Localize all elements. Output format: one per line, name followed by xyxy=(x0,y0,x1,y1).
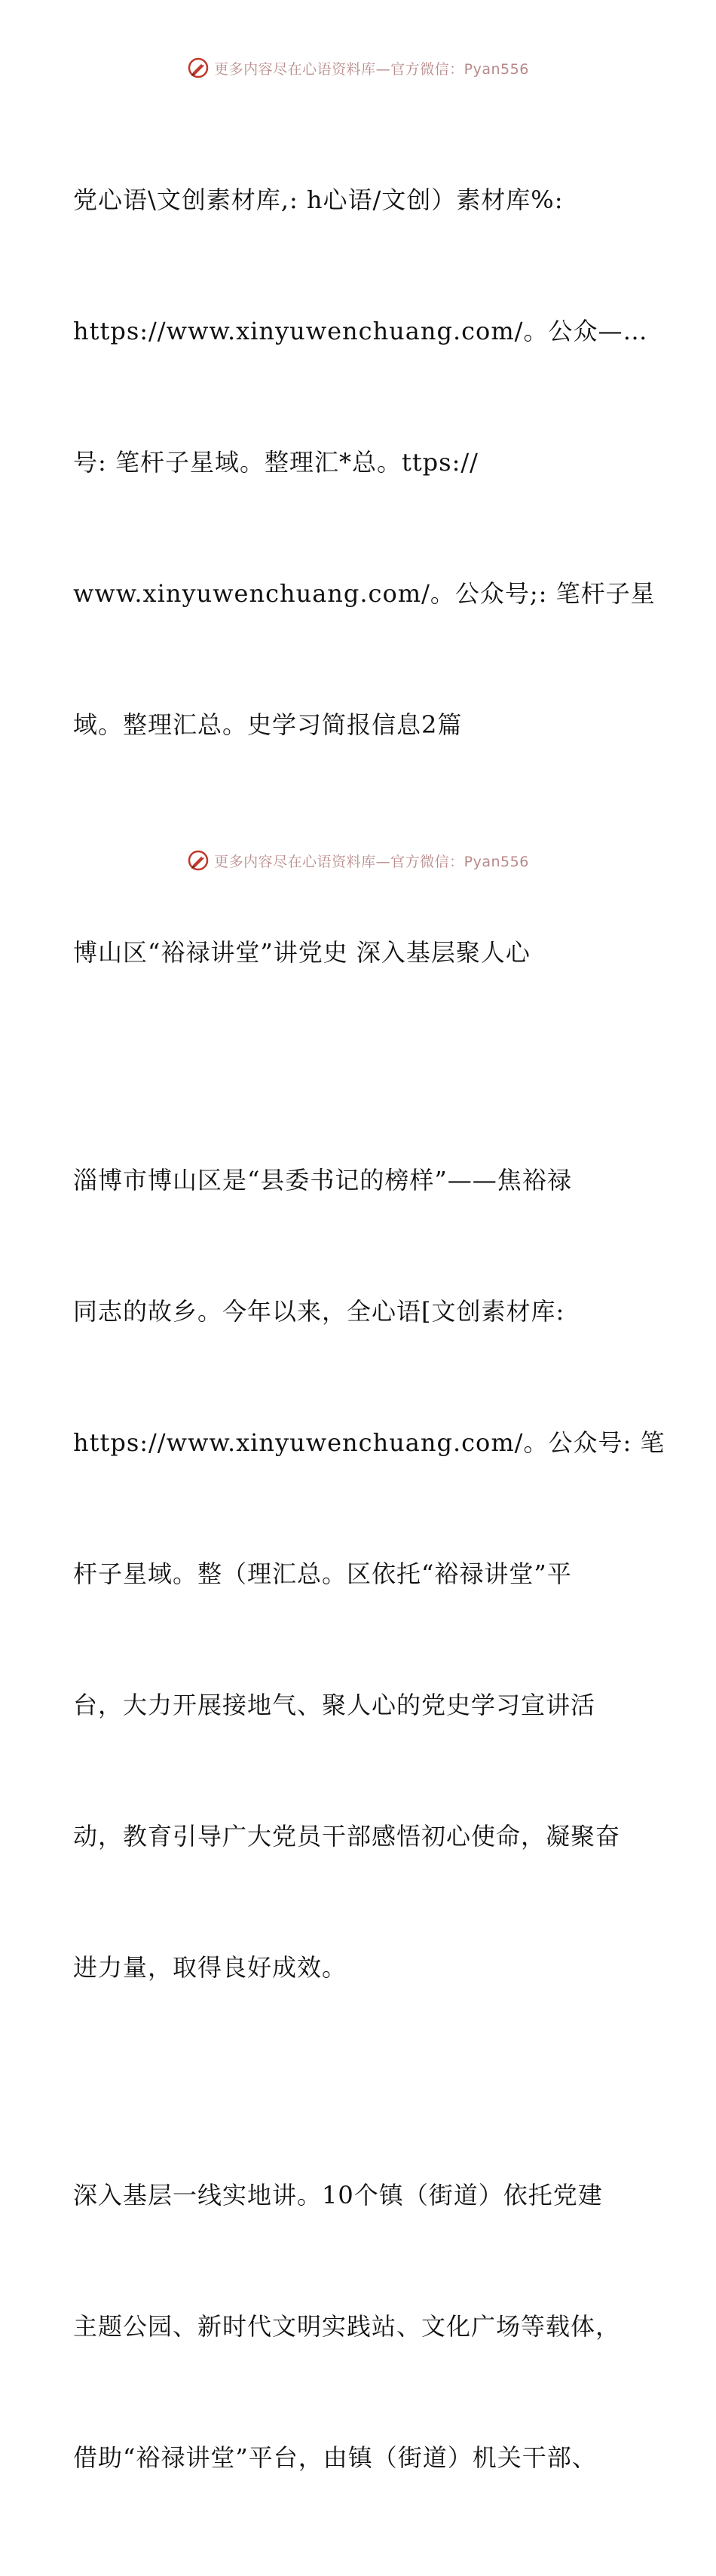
banner-text: 更多内容尽在心语资料库—官方微信：Pyan556 xyxy=(214,853,529,870)
paragraph-heading xyxy=(73,843,646,1062)
pen-logo-icon xyxy=(187,849,210,872)
banner-text: 更多内容尽在心语资料库—官方微信：Pyan556 xyxy=(214,60,529,78)
text-line: 杆子星域。整（理汇总。区依托“裕禄讲堂”平 xyxy=(73,1559,572,1588)
text-line: 主题公园、新时代文明实践站、文化广场等载体， xyxy=(73,2312,621,2341)
text-line: 深入基层一线实地讲。10个镇（街道）依托党建 xyxy=(73,2181,603,2210)
text-line: 台，大力开展接地气、聚人心的党史学习宣讲活 xyxy=(73,1691,596,1719)
text-line: 借助“裕禄讲堂”平台，由镇（街道）机关干部、 xyxy=(73,2443,597,2472)
text-line: https://www.xinyuwenchuang.com/。公众—… xyxy=(73,317,648,345)
paragraph-body-2 xyxy=(73,2086,646,2567)
text-line: 党心语\文创素材库,: h心语/文创）素材库%: xyxy=(73,186,564,214)
paragraph-intro xyxy=(73,90,656,834)
text-line: https://www.xinyuwenchuang.com/。公众号: 笔 xyxy=(73,1428,666,1457)
text-line: 淄博市博山区是“县委书记的榜样”——焦裕禄 xyxy=(73,1166,572,1194)
text-line: 博山区“裕禄讲堂”讲党史 深入基层聚人心 xyxy=(73,938,531,967)
document-body xyxy=(73,90,666,2576)
text-line: 同志的故乡。今年以来，全心语[文创素材库: xyxy=(73,1297,565,1326)
header-banner xyxy=(0,53,716,83)
text-line: www.xinyuwenchuang.com/。公众号;: 笔杆子星 xyxy=(73,579,656,608)
text-line: 动，教育引导广大党员干部感悟初心使命，凝聚奋 xyxy=(73,1822,621,1851)
paragraph-body-1 xyxy=(73,1071,666,2077)
text-line: 进力量，取得良好成效。 xyxy=(73,1953,347,1982)
footer-banner xyxy=(0,845,716,876)
text-line: 号: 笔杆子星域。整理汇*总。ttps:// xyxy=(73,448,479,477)
pen-logo-icon xyxy=(187,57,210,79)
text-line: 域。整理汇总。史学习简报信息2篇 xyxy=(73,710,463,739)
